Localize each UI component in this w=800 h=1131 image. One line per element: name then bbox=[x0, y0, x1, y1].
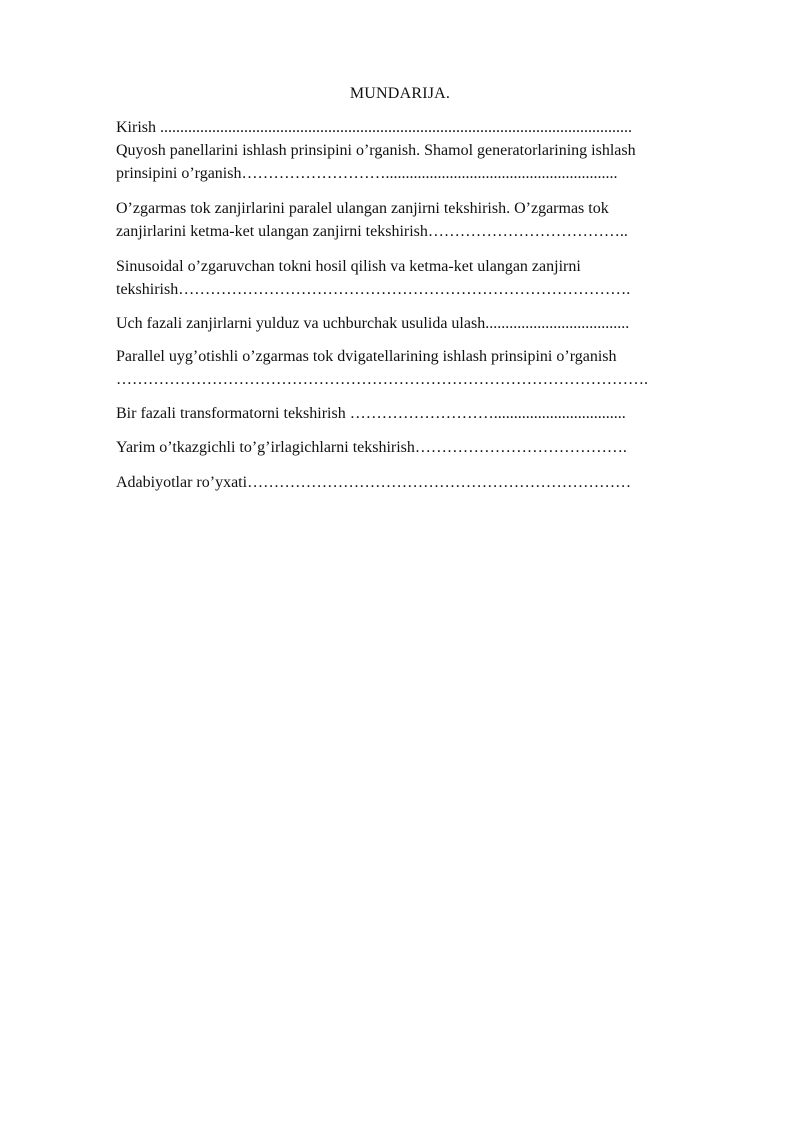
toc-entry-line: Quyosh panellarini ishlash prinsipini o’rganish. Shamol generatorlarining ishlash bbox=[116, 142, 636, 159]
toc-entry-line: ………………………………………………………………………………………. bbox=[116, 370, 648, 388]
toc-entry-line: Bir fazali transformatorni tekshirish ………………………................................. bbox=[116, 405, 626, 422]
toc-entry-ozgarmas-tok bbox=[116, 198, 732, 243]
toc-entry-togirlagich bbox=[116, 437, 732, 460]
toc-entry-line: Adabiyotlar ro’yxati……………………………………………………………… bbox=[116, 474, 632, 491]
toc-entry-sinusoidal bbox=[116, 256, 732, 301]
toc-entry-line: zanjirlarini ketma-ket ulangan zanjirni tekshirish……………………………….. bbox=[116, 222, 628, 240]
toc-entry-adabiyotlar bbox=[116, 472, 732, 495]
toc-entry-line: Uch fazali zanjirlarni yulduz va uchburchak usulida ulash.................................... bbox=[116, 315, 630, 332]
toc-entry-line: Sinusoidal o’zgaruvchan tokni hosil qilish va ketma-ket ulangan zanjirni bbox=[116, 258, 581, 275]
toc-entry-line: Parallel uyg’otishli o’zgarmas tok dvigatellarining ishlash prinsipini o’rganish bbox=[116, 348, 617, 365]
toc-entry-quyosh-panellari bbox=[116, 140, 732, 185]
toc-heading: MUNDARIJA. bbox=[349, 85, 451, 102]
toc-entry-parallel-dvigatel bbox=[116, 346, 732, 391]
toc-entry-uch-fazali bbox=[116, 313, 732, 336]
toc-entry-line: O’zgarmas tok zanjirlarini paralel ulangan zanjirni tekshirish. O’zgarmas tok bbox=[116, 200, 609, 217]
toc-entry-line: Kirish ...................................................................................................................... bbox=[116, 119, 632, 136]
toc-entry-line: prinsipini o’rganish……………………….......................................................... bbox=[116, 164, 618, 182]
toc-entry-kirish bbox=[116, 117, 732, 140]
toc-entry-line: tekshirish…………………………………………………………………………. bbox=[116, 280, 631, 298]
toc-entry-line: Yarim o’tkazgichli to’g’irlagichlarni tekshirish…………………………………. bbox=[116, 439, 627, 456]
toc-entry-transformator bbox=[116, 403, 732, 426]
